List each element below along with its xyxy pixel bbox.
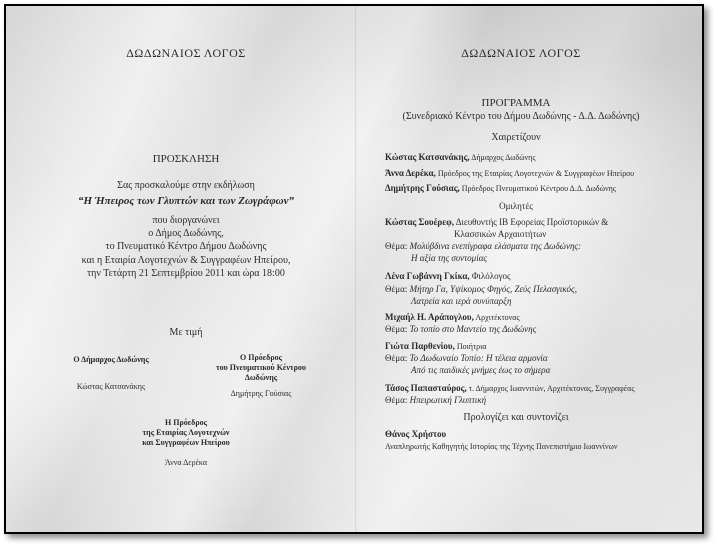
greeter-role: Πρόεδρος της Εταιρίας Λογοτεχνών & Συγγραφέων Ηπείρου bbox=[435, 169, 635, 178]
society-role-3: και Συγγραφέων Ηπείρου bbox=[142, 438, 230, 447]
greetings-heading: Χαιρετίζουν bbox=[491, 132, 541, 143]
event-date: την Τετάρτη 21 Σεπτεμβρίου 2011 και ώρα 18:00 bbox=[87, 268, 285, 279]
speaker-name: Κώστας Σουέρεφ, bbox=[385, 217, 454, 227]
moderation-heading: Προλογίζει και συντονίζει bbox=[463, 412, 569, 423]
society-name: Άννα Δερέκα bbox=[164, 458, 208, 467]
topic-label: Θέμα: bbox=[385, 241, 408, 251]
speaker-topic bbox=[385, 285, 577, 294]
speaker-name: Γιώτα Παρθενίου, bbox=[385, 341, 455, 351]
organized-by: που διοργανώνει bbox=[152, 215, 220, 226]
mayor-role: Ο Δήμαρχος Δωδώνης bbox=[73, 355, 149, 364]
organizer-2: το Πνευματικό Κέντρο Δήμου Δωδώνης bbox=[105, 241, 267, 252]
speaker-name: Λένα Γωβάννη Γκίκα, bbox=[385, 271, 470, 281]
greeter-role: Πρόεδρος Πνευματικού Κέντρου Δ.Δ. Δωδώνης bbox=[459, 184, 616, 193]
speaker-role: Φιλόλογος bbox=[469, 271, 511, 281]
organizer-3: και η Εταιρία Λογοτεχνών & Συγγραφέων Ηπείρου, bbox=[81, 255, 291, 266]
invitation-paper bbox=[6, 6, 702, 532]
speaker-role: Διευθυντής ΙΒ Εφορείας Προϊστορικών & bbox=[453, 217, 609, 227]
speaker-line bbox=[385, 218, 608, 227]
greeter-role: Δήμαρχος Δωδώνης bbox=[469, 153, 536, 162]
speaker-topic-cont: Από τις παιδικές μνήμες έως το σήμερα bbox=[411, 365, 551, 375]
topic-label: Θέμα: bbox=[385, 284, 408, 294]
organizer-1: ο Δήμος Δωδώνης, bbox=[148, 228, 224, 239]
speaker-role: τ. Δήμαρχος Ιωαννιτών, Αρχιτέκτονας, Συγγραφέας bbox=[466, 384, 635, 393]
mayor-name: Κώστας Κατσανάκης bbox=[76, 382, 146, 391]
center-role-2: του Πνευματικού Κέντρου bbox=[215, 363, 307, 372]
speaker-topic bbox=[385, 354, 548, 363]
document-frame bbox=[4, 4, 704, 534]
topic-text: Το τοπίο στο Μαντείο της Δωδώνης bbox=[407, 324, 537, 334]
topic-label: Θέμα: bbox=[385, 353, 408, 363]
greeter-row bbox=[385, 153, 536, 162]
topic-text: Το Δωδωναίο Τοπίο: Η τέλεια αρμονία bbox=[407, 353, 548, 363]
speaker-topic bbox=[385, 325, 536, 334]
speaker-role: Ποιήτρια bbox=[454, 342, 487, 351]
moderator-role: Αναπληρωτής Καθηγητής Ιστορίας της Τέχνης Πανεπιστήμιο Ιωαννίνων bbox=[385, 442, 618, 451]
center-role-3: Δωδώνης bbox=[244, 373, 278, 382]
invite-line: Σας προσκαλούμε στην εκδήλωση bbox=[117, 180, 255, 191]
greeter-name: Δημήτρης Γούσιας, bbox=[385, 183, 460, 193]
greeter-name: Άννα Δερέκα, bbox=[385, 168, 436, 178]
greeter-name: Κώστας Κατσανάκης, bbox=[385, 152, 470, 162]
society-role-1: Η Πρόεδρος bbox=[165, 418, 207, 427]
moderator-name: Θάνος Χρήστου bbox=[385, 429, 447, 439]
speaker-topic bbox=[385, 242, 581, 251]
right-header: ΔΩΔΩΝΑΙΟΣ ΛΟΓΟΣ bbox=[461, 46, 581, 60]
greeter-row bbox=[385, 184, 616, 193]
page-fold bbox=[355, 6, 357, 532]
speaker-topic-cont: Λατρεία και ιερά συνύπαρξη bbox=[411, 296, 512, 306]
speaker-name: Τάσος Παπασταύρος, bbox=[385, 383, 467, 393]
speaker-line bbox=[385, 342, 487, 351]
invitation-title: ΠΡΟΣΚΛΗΣΗ bbox=[152, 153, 220, 165]
speaker-topic bbox=[385, 396, 486, 405]
speaker-line bbox=[385, 313, 520, 322]
speaker-name: Μιχαήλ Η. Αράπογλου, bbox=[385, 312, 474, 322]
topic-label: Θέμα: bbox=[385, 395, 408, 405]
speaker-line bbox=[385, 384, 635, 393]
speaker-role-cont: Κλασσικών Αρχαιοτήτων bbox=[454, 229, 547, 239]
speaker-line bbox=[385, 272, 511, 281]
topic-text: Μολύβδινα ενεπίγραφα ελάσματα της Δωδώνης: bbox=[407, 241, 582, 251]
center-name: Δημήτρης Γούσιας bbox=[230, 389, 292, 398]
event-name: “Η Ήπειρος των Γλυπτών και των Ζωγράφων” bbox=[77, 195, 295, 207]
regards: Με τιμή bbox=[169, 327, 203, 338]
program-title: ΠΡΟΓΡΑΜΜΑ bbox=[481, 97, 551, 109]
left-header: ΔΩΔΩΝΑΙΟΣ ΛΟΓΟΣ bbox=[126, 46, 246, 60]
topic-text: Μήτηρ Γα, Υψίκομος Φηγός, Ζεύς Πελασγικός, bbox=[407, 284, 577, 294]
venue: (Συνεδριακό Κέντρο του Δήμου Δωδώνης - Δ.Δ. Δωδώνης) bbox=[402, 111, 640, 122]
society-role-2: της Εταιρίας Λογοτεχνών bbox=[142, 428, 230, 437]
speakers-heading: Ομιλητές bbox=[499, 201, 533, 211]
topic-label: Θέμα: bbox=[385, 324, 408, 334]
topic-text: Ηπειρωτική Γλυπτική bbox=[407, 395, 487, 405]
speaker-topic-cont: Η αξία της συντομίας bbox=[411, 253, 488, 263]
speaker-role: Αρχιτέκτονας bbox=[473, 313, 520, 322]
greeter-row bbox=[385, 169, 634, 178]
center-role-1: Ο Πρόεδρος bbox=[240, 353, 282, 362]
